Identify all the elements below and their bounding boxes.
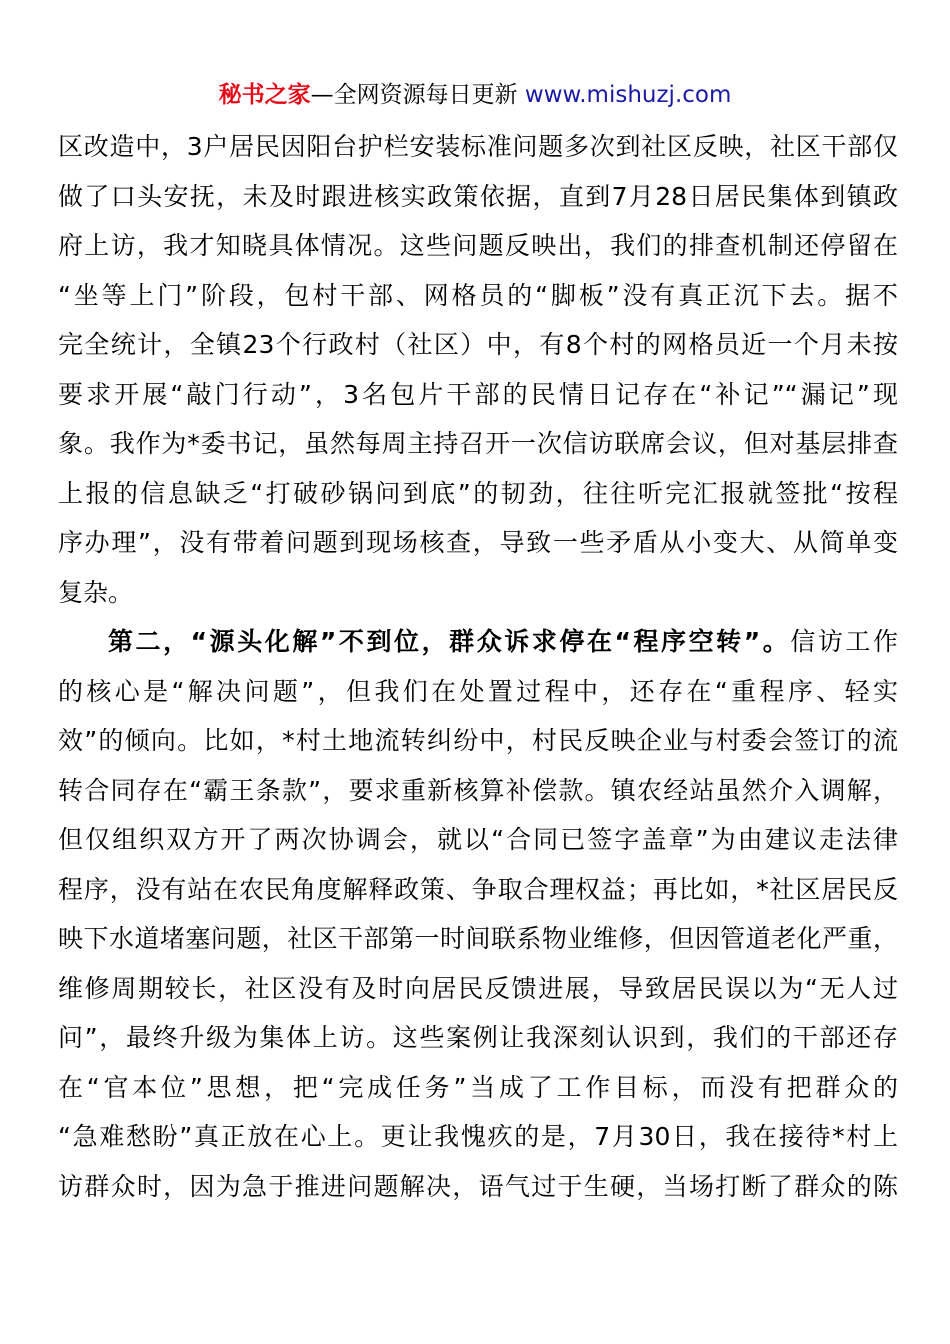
text-line: 象。我作为*委书记，虽然每周主持召开一次信访联席会议，但对基层排查 xyxy=(58,429,898,458)
section-heading: 第二，“源头化解”不到位，群众诉求停在“程序空转”。 xyxy=(108,627,791,656)
text-line: 在“官本位”思想，把“完成任务”当成了工作目标，而没有把群众的 xyxy=(58,1072,898,1102)
text-line: 转合同存在“霸王条款”，要求重新核算补偿款。镇农经站虽然介入调解， xyxy=(58,775,898,805)
text-line xyxy=(58,617,898,667)
site-brand: 秘书之家 xyxy=(218,82,311,108)
heading-line-rest: 信访工作 xyxy=(790,627,898,656)
text-line: 问”，最终升级为集体上访。这些案例让我深刻认识到，我们的干部还存 xyxy=(58,1023,898,1052)
text-line: 上报的信息缺乏“打破砂锅问到底”的韧劲，往往听完汇报就签批“按程 xyxy=(58,478,898,508)
site-url[interactable]: www.mishuzj.com xyxy=(524,82,732,108)
page-header xyxy=(0,80,950,110)
text-line: 但仅组织双方开了两次协调会，就以“合同已签字盖章”为由建议走法律 xyxy=(58,825,898,854)
paragraph-2 xyxy=(58,617,898,1211)
text-line: 要求开展“敲门行动”，3名包片干部的民情日记存在“补记”“漏记”现 xyxy=(58,379,898,409)
text-line: 做了口头安抚，未及时跟进核实政策依据，直到7月28日居民集体到镇政 xyxy=(58,181,898,211)
document-body xyxy=(58,122,898,1211)
text-line: 访群众时，因为急于推进问题解决，语气过于生硬，当场打断了群众的陈 xyxy=(58,1171,898,1201)
text-line: 程序，没有站在农民角度解释政策、争取合理权益；再比如，*社区居民反 xyxy=(58,874,898,904)
text-line: 维修周期较长，社区没有及时向居民反馈进展，导致居民误以为“无人过 xyxy=(58,973,898,1003)
text-line: “坐等上门”阶段，包村干部、网格员的“脚板”没有真正沉下去。据不 xyxy=(58,280,898,310)
text-line: “急难愁盼”真正放在心上。更让我愧疚的是，7月30日，我在接待*村上 xyxy=(58,1122,898,1151)
text-line: 映下水道堵塞问题，社区干部第一时间联系物业维修，但因管道老化严重， xyxy=(58,924,898,953)
text-line: 完全统计，全镇23个行政村（社区）中，有8个村的网格员近一个月未按 xyxy=(58,330,898,359)
site-tagline: —全网资源每日更新 xyxy=(310,82,525,108)
text-line: 复杂。 xyxy=(58,577,134,607)
text-line: 序办理”，没有带着问题到现场核查，导致一些矛盾从小变大、从简单变 xyxy=(58,528,898,557)
text-line: 区改造中，3户居民因阳台护栏安装标准问题多次到社区反映，社区干部仅 xyxy=(58,132,898,161)
text-line: 府上访，我才知晓具体情况。这些问题反映出，我们的排查机制还停留在 xyxy=(58,231,898,260)
text-line: 效”的倾向。比如，*村土地流转纠纷中，村民反映企业与村委会签订的流 xyxy=(58,726,898,755)
text-line: 的核心是“解决问题”，但我们在处置过程中，还存在“重程序、轻实 xyxy=(58,676,898,706)
paragraph-1 xyxy=(58,122,898,617)
